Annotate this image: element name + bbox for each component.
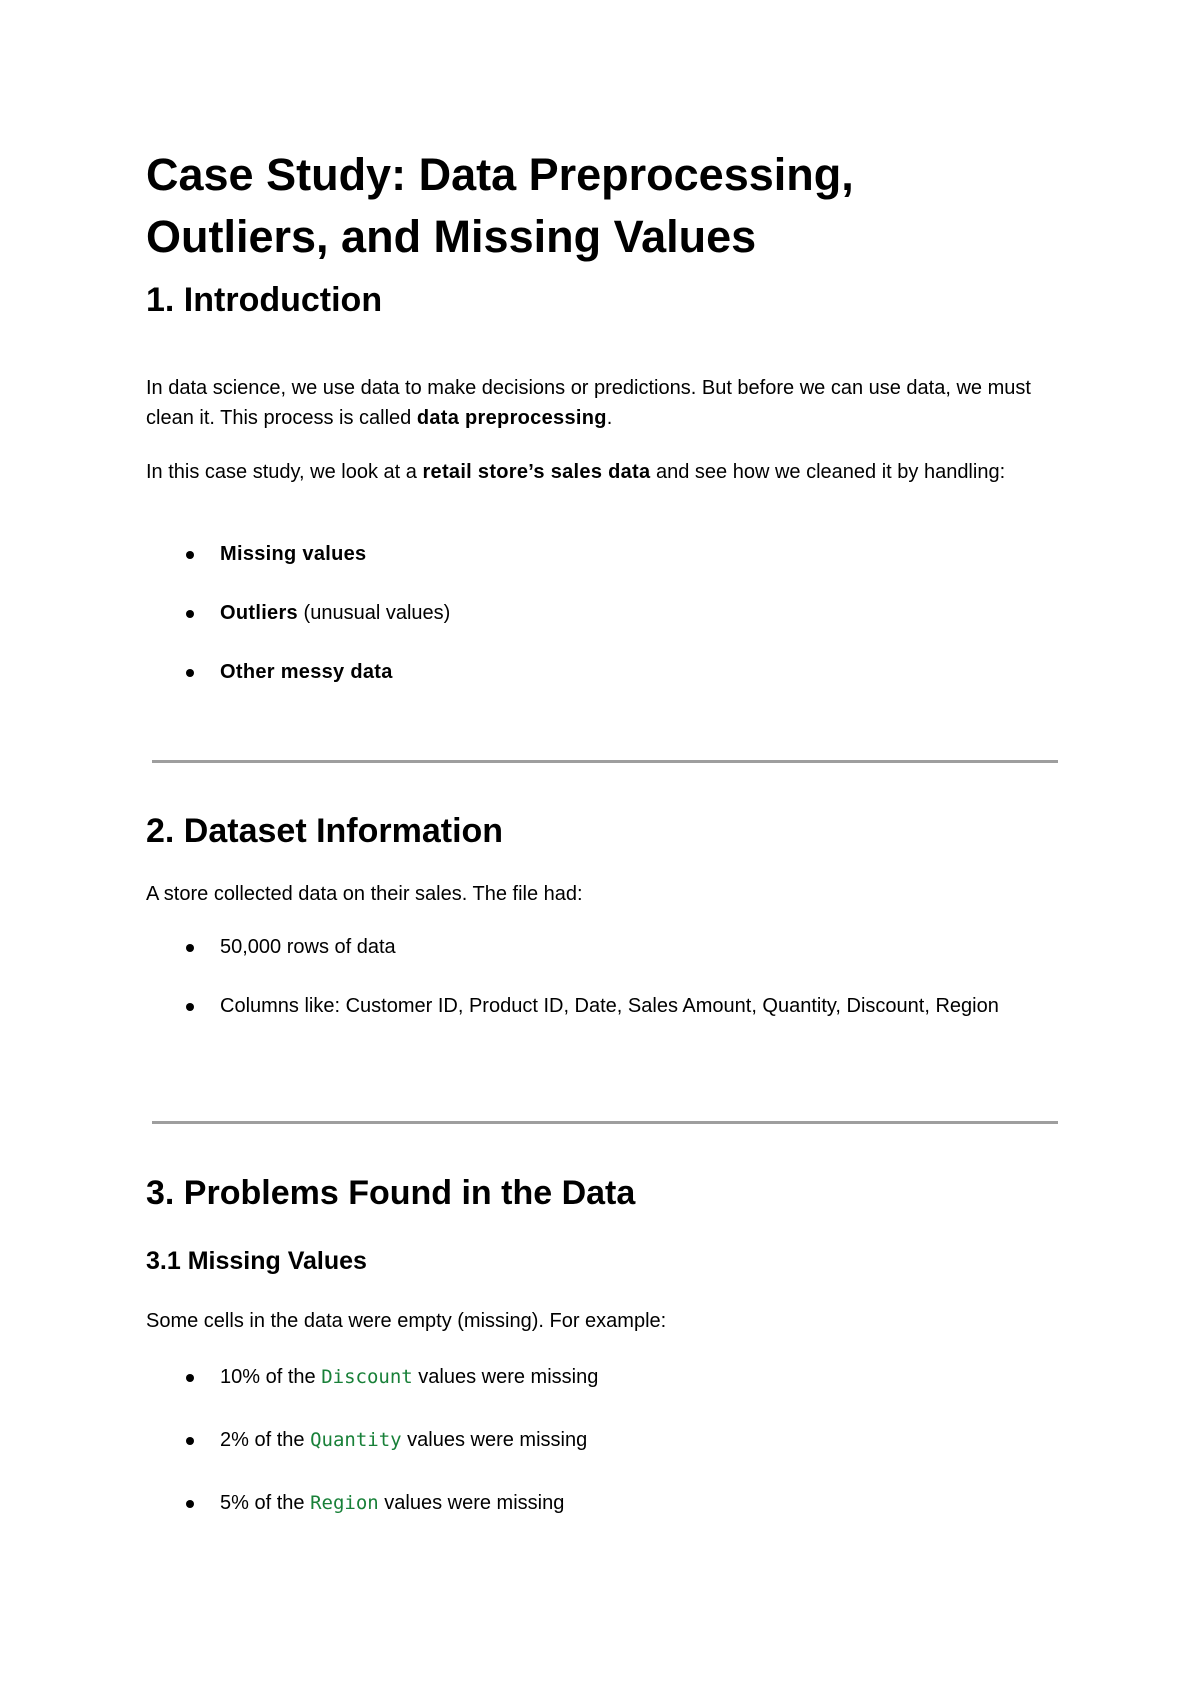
list-item: [146, 599, 1056, 628]
document-title: Case Study: Data Preprocessing, Outliers, and Missing Values: [146, 149, 854, 262]
section-heading-dataset: 2. Dataset Information: [146, 812, 504, 850]
list-item: [146, 1426, 1056, 1455]
bullet-bold: Outliers: [220, 602, 298, 624]
intro-p2-end: and see how we cleaned it by handling:: [650, 461, 1006, 483]
bullet-icon: [186, 610, 194, 618]
bullet-icon: [186, 669, 194, 677]
intro-paragraph-1: [146, 373, 1056, 433]
bullet-text: (unusual values): [297, 602, 451, 624]
list-item: [146, 933, 1056, 962]
inline-code: Discount: [321, 1366, 413, 1388]
bullet-icon: [186, 1437, 194, 1445]
bullet-bold: Missing values: [220, 543, 367, 565]
section-heading-introduction: 1. Introduction: [146, 281, 383, 319]
bullet-text: Columns like: Customer ID, Product ID, Date, Sales Amount, Quantity, Discount, Region: [220, 995, 999, 1017]
intro-p1-end: .: [606, 407, 613, 429]
missing-values-paragraph: Some cells in the data were empty (missing). For example:: [146, 1310, 667, 1332]
bullet-text: 10% of the: [220, 1366, 322, 1388]
bullet-text: values were missing: [401, 1429, 588, 1451]
bullet-icon: [186, 551, 194, 559]
bullet-text: 50,000 rows of data: [220, 936, 396, 958]
bullet-icon: [186, 1003, 194, 1011]
missing-values-bullet-list: [146, 1363, 1056, 1518]
bullet-text: 2% of the: [220, 1429, 311, 1451]
intro-p1-bold: data preprocessing: [416, 407, 607, 429]
dataset-bullet-list: [146, 933, 1056, 1021]
inline-code: Quantity: [310, 1429, 402, 1451]
bullet-text: values were missing: [378, 1492, 565, 1514]
bullet-icon: [186, 1500, 194, 1508]
horizontal-divider: [152, 760, 1058, 763]
section-heading-problems: 3. Problems Found in the Data: [146, 1174, 636, 1212]
intro-p2-bold: retail store’s sales data: [422, 461, 651, 483]
list-item: [146, 1363, 1056, 1392]
bullet-text: values were missing: [412, 1366, 599, 1388]
list-item: [146, 540, 1056, 569]
bullet-bold: Other messy data: [220, 661, 393, 683]
list-item: [146, 992, 1056, 1021]
list-item: [146, 1489, 1056, 1518]
list-item: [146, 658, 1056, 687]
intro-p1-text: In data science, we use data to make decisions or predictions. But before we can use data, we must clean it. This process is called: [146, 377, 1031, 429]
horizontal-divider: [152, 1121, 1058, 1124]
dataset-paragraph-1: A store collected data on their sales. The file had:: [146, 883, 583, 905]
bullet-icon: [186, 944, 194, 952]
inline-code: Region: [310, 1492, 379, 1514]
bullet-icon: [186, 1374, 194, 1382]
intro-p2-text: In this case study, we look at a: [146, 461, 423, 483]
intro-bullet-list: [146, 540, 1056, 687]
intro-paragraph-2: [146, 457, 1056, 487]
subsection-heading-missing-values: 3.1 Missing Values: [146, 1247, 367, 1275]
bullet-text: 5% of the: [220, 1492, 311, 1514]
